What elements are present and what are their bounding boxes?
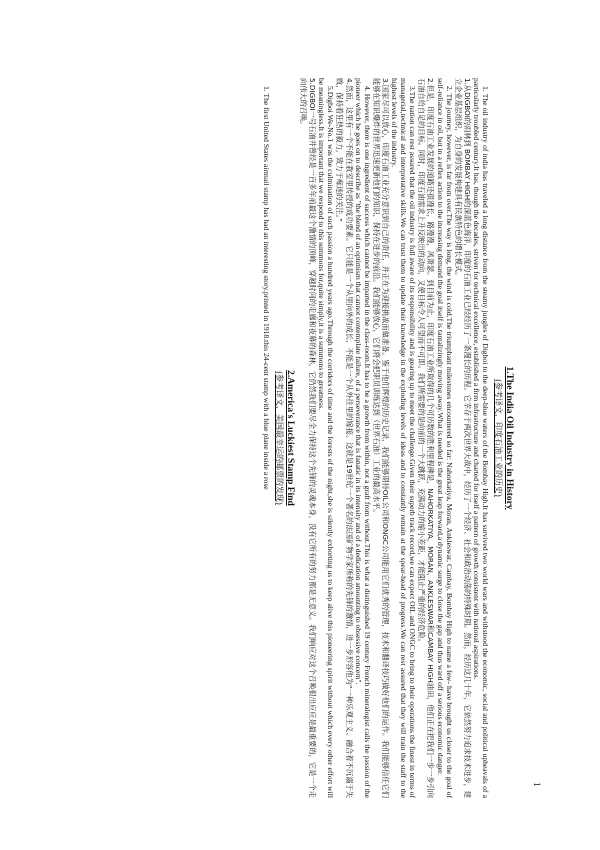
paragraph-zh: 1.从DIGBOI的雨林到 BOMBAY HIGH的深蓝色海洋，印度的石油工业已经经历了一条漫长的历程。它幸存于两次世界大战中，经历了一个经济、社会和政治动荡的特殊时期。然而，经历这几十年，它依然努力追求技术进步，建立企业基层组织，为自身的发展构建具有民族特色的增长模式。 [453, 78, 472, 798]
paragraph-en: 2. The journey, however, is far from over.The way is long, the wind is cold.The triumphant milestones encountered so far: Nahorkatiya, Moran, Ankleswar, Cambay, Bombay High to name a few- have brought us closer to the goal of self-reliance in oil, but in a reflex action to the increasing demand the goal itself is tantalizingly moving away.What is needed is the great leap forward,a dynamic surge to close the gap and thus ward off a serious economic danger. [435, 78, 454, 798]
paragraph-zh: 5.DIGBOI一号石油井曾经是一百多年前最这个激情的顶峰，穿越时间的走廊和夜幕的森林，它仍然我们要尽全力保持这个先锋的灵魂本身，没有它所有的努力都是无意义。我们响应对这个召唤很出应应是最重要的，它是一个走向伟大的召唤。 [299, 78, 318, 798]
section2-subtitle: (参考译文，美国最幸运的邮票的发现) [275, 371, 285, 505]
section1-title: 1.The India Oil Industry in History [504, 366, 514, 510]
paragraph-zh: 2.但是，印度石油工业发展的道路还很漫长，路漫漫，风萧瑟。到目前为止，印度石油工业所取得的几个可历数的胜利里程碑是，NAHORKATIYA，MORAN，ANKLESWAR和CAMBAY HIGH油田，他们正在把我们一步一步引向石油自给自足的目标。同时，印度石油需求上升反映出的动向，又使目标令人可望而不可即。我们所需要的是向前的一个大跳跃，充满动力的缩小差距，才能阻止严重的经济危险。 [417, 78, 436, 798]
document-body [262, 78, 514, 798]
paragraph-en: 1. The oil industry of india has traveled a long distance from the steamy jungles of Digboi to the deep-blue waters of the Bombay High.It has survived two world wars and withstood the economic, social and political upheavals of a particularly troubled century.It has, though the decades, striven for technical excellence, established a firm infrastructure and charted for itself a pattern of growth consistent with national aspirations. [471, 78, 490, 798]
paragraph-zh: 3.国家尽可以放心，印度石油工业充分意识到自己的责任，并正在为迎接挑战而做准备。鉴于他们辉煌的历史记录，我们能够期待OIL公司和ONGC公司能用它们优秀的管理，技术和翻译技巧做好他们的运作。我们能够信任它们能够在知识爆炸的世界迅速更新他们的知识，保持在进步的前沿。我们能够放心，它们将会把职员训练达到（世界石油）工业的最高水平。 [371, 78, 390, 798]
paragraph-zh: 4.然而，这里有一个不能在教室里传授的成功要素。它只能是一个从里向外的成长，不能是一个从外往里的嫁接。这就是19世纪一个著名的法国矿物学家所称的先锋的激情，进一步形容他为“一种乐观主义、融合着不沉溺于失败，保持着狂热的毅力，致力于痴迷的关注。” [335, 78, 354, 798]
paragraph-en: 3.The nation can rest assured that the oil industry is full aware of its responsibility and is gearing up to meet the challenge.Given their superb track record,we can expect OIL and ONGC to bring to their operations the finest in terms of managerial,technical and interpretative skills.We can trust them to update their knowledge in the exploding levels of ideas and to constantly remain at the spear-head of progress.We can rest assured that they will train the staff to the highest levels of the industry. [390, 78, 418, 798]
paragraph-en: 5.Digboi We-No.1 was the culmination of such passion a hundred years ago.Through the corridors of time and the forests of the night,she is silently exhorting us to keep alive this pioneering spirit without which every other effort will be meaningless.It is important that we respond to this summons for,quite simply,it is a summons to greatness. [317, 78, 336, 798]
section-spacer [295, 78, 299, 798]
section1-subtitle: (参考译文，印度石油工业的历史) [494, 379, 503, 497]
paragraph-en: 1. The first United States airmail stamp has had an interesting story.printed in 1918.this 24-cent stamp with a blue plane inside a rose [262, 86, 272, 490]
page-number: 1 [532, 782, 542, 787]
paragraph-en: 4. However, there is one ingredient of success which cannot be imparted in the class-room.It has to be a growth from within, not a graft from without.This is what a distinguished 19 century French mineralogist calls the passion of the pioneer which he goes on to describe as "the blend of an optimism that cannot contemplate failure, of a perseverance that is fanatic in its intensity and of a dedication amounting to obsessive concern". [353, 78, 372, 798]
section2-title: 2.America's Luckiest Stamp Find [285, 370, 296, 506]
